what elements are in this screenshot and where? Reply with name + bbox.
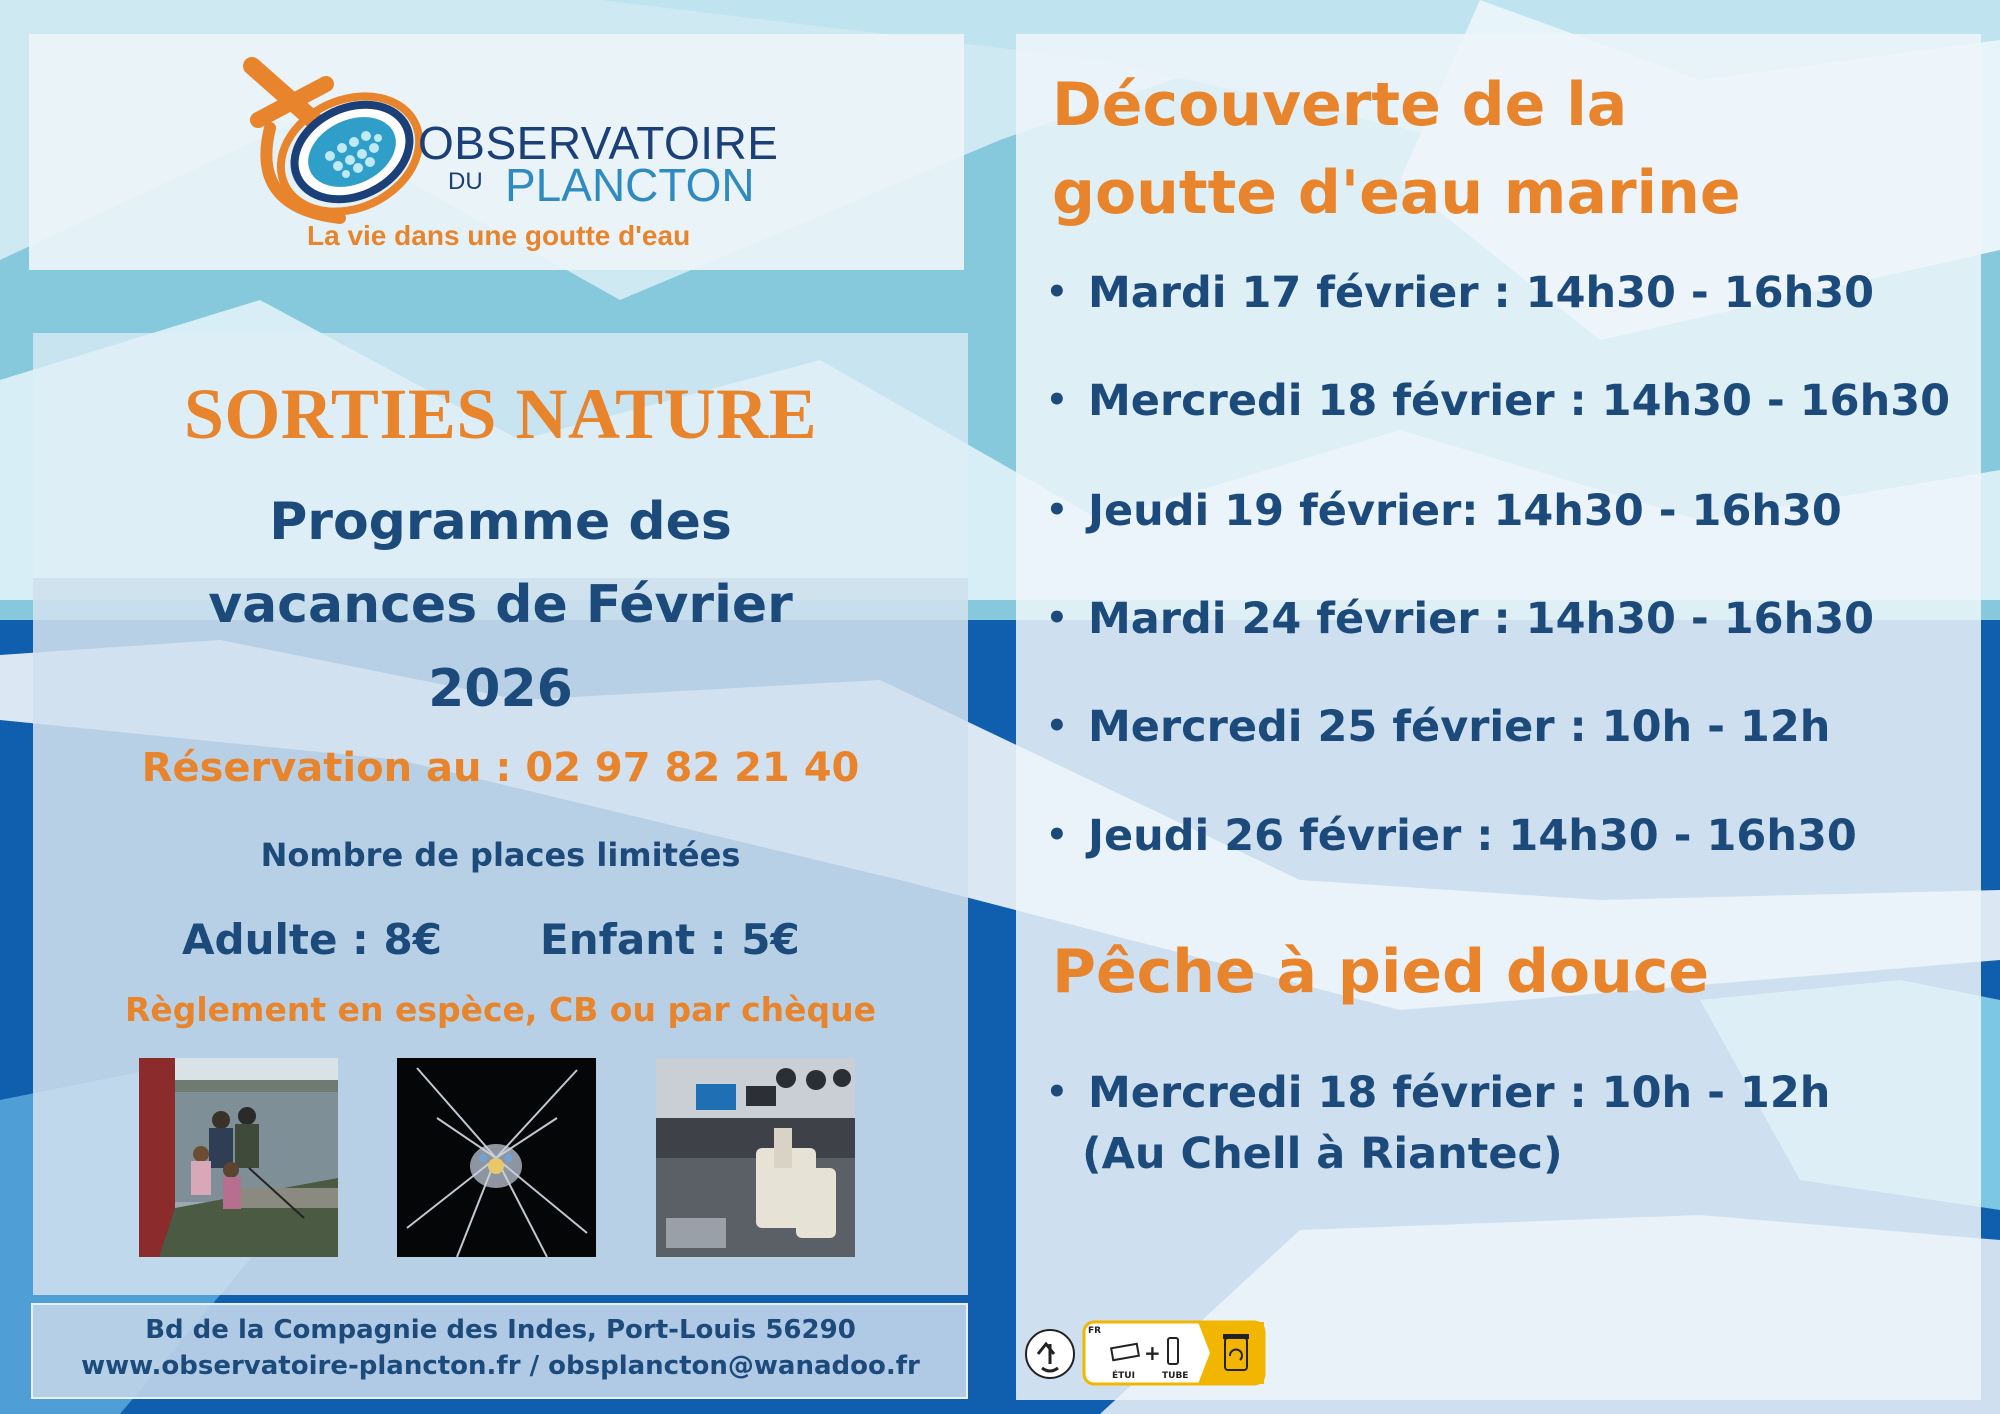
schedule-item-text: Mercredi 18 février : 10h - 12h	[1088, 1068, 1831, 1118]
bullet-icon: •	[1046, 380, 1068, 420]
price-child: Enfant : 5€	[540, 915, 800, 964]
section-peche-title: Pêche à pied douce	[1052, 937, 1710, 1007]
recycling-triman-icon	[1020, 1318, 1280, 1390]
program-title-line-1: Programme des	[269, 492, 732, 552]
bullet-icon: •	[1046, 490, 1068, 530]
schedule-item	[1046, 702, 1830, 752]
bullet-icon: •	[1046, 272, 1068, 312]
bullet-icon: •	[1046, 598, 1068, 638]
schedule-item-text: Jeudi 26 février : 14h30 - 16h30	[1088, 811, 1857, 861]
section-decouverte-title-line-1: Découverte de la	[1052, 70, 1628, 140]
schedule-item	[1046, 811, 1857, 861]
logo-tagline: La vie dans une goutte d'eau	[307, 220, 691, 251]
schedule-item-text: Mardi 24 février : 14h30 - 16h30	[1088, 594, 1875, 644]
schedule-item	[1046, 268, 1874, 318]
section-decouverte-title-line-2: goutte d'eau marine	[1052, 158, 1741, 228]
program-title-line-2: vacances de Février	[208, 575, 793, 635]
recycling-item-tube: TUBE	[1162, 1371, 1189, 1381]
schedule-item-text: Mercredi 25 février : 10h - 12h	[1088, 702, 1831, 752]
bullet-icon: •	[1046, 1072, 1068, 1112]
address-street: Bd de la Compagnie des Indes, Port-Louis 56290	[145, 1315, 856, 1345]
recycling-country-label: FR	[1088, 1326, 1102, 1336]
logo-title-du: DU	[448, 168, 483, 195]
schedule-item	[1046, 1068, 1830, 1118]
photo-microscopes	[656, 1058, 855, 1257]
schedule-item	[1046, 376, 1950, 426]
address-web-email: www.observatoire-plancton.fr / obsplancton@wanadoo.fr	[81, 1351, 920, 1381]
reservation-phone: Réservation au : 02 97 82 21 40	[141, 745, 860, 791]
schedule-item	[1046, 594, 1874, 644]
bullet-icon: •	[1046, 706, 1068, 746]
price-adult: Adulte : 8€	[182, 915, 442, 964]
program-title-year: 2026	[428, 659, 573, 719]
limited-places-note: Nombre de places limitées	[260, 836, 741, 874]
schedule-item	[1046, 486, 1842, 536]
schedule-item-text: Mercredi 18 février : 14h30 - 16h30	[1088, 376, 1951, 426]
schedule-location-note: (Au Chell à Riantec)	[1082, 1129, 1563, 1179]
recycling-item-etui: ÉTUI	[1112, 1371, 1135, 1381]
schedule-item-text: Jeudi 19 février: 14h30 - 16h30	[1088, 486, 1842, 536]
recycling-plus-sign: +	[1144, 1341, 1161, 1365]
sorties-nature-heading: SORTIES NATURE	[183, 374, 818, 454]
photo-peche-a-pied	[139, 1058, 338, 1257]
logo-title-plancton: PLANCTON	[505, 159, 755, 211]
logo-title-observatoire: OBSERVATOIRE	[418, 117, 779, 169]
bullet-icon: •	[1046, 815, 1068, 855]
payment-methods: Règlement en espèce, CB ou par chèque	[124, 990, 877, 1029]
photo-plancton	[397, 1058, 596, 1257]
schedule-item-text: Mardi 17 février : 14h30 - 16h30	[1088, 268, 1875, 318]
